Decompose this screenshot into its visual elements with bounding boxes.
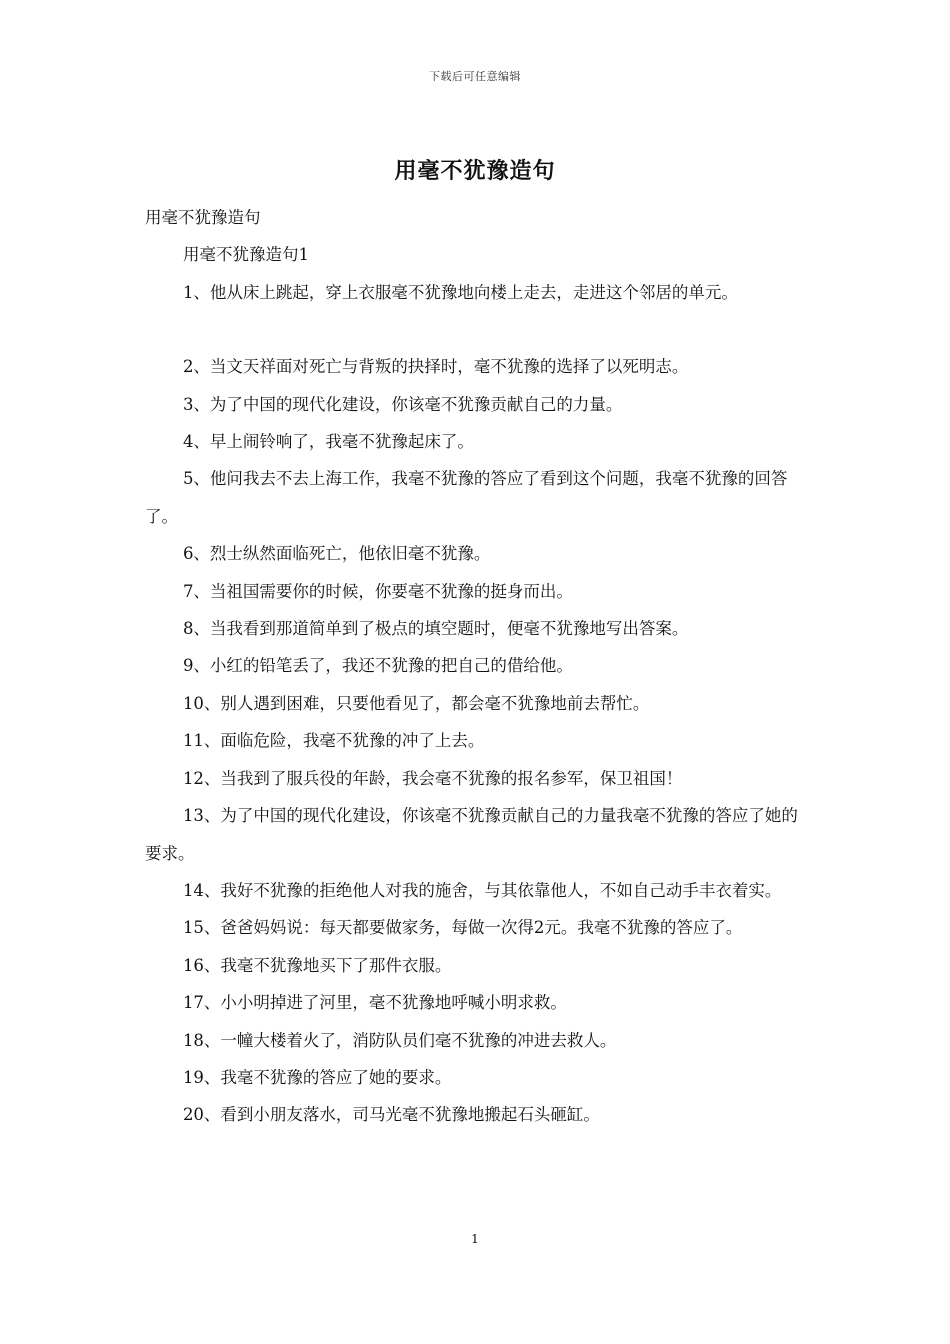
sentence-item: 19、我毫不犹豫的答应了她的要求。 <box>182 1067 452 1087</box>
sentence-item: 4、早上闹铃响了，我毫不犹豫起床了。 <box>182 432 474 452</box>
document-subtitle: 用毫不犹豫造句 <box>145 208 261 227</box>
sentence-item: 18、一幢大楼着火了，消防队员们毫不犹豫的冲进去救人。 <box>182 1030 617 1050</box>
sentence-item: 10、别人遇到困难，只要他看见了，都会毫不犹豫地前去帮忙。 <box>182 693 650 713</box>
sentence-item: 11、面临危险，我毫不犹豫的冲了上去。 <box>182 731 485 751</box>
sentence-item: 1、他从床上跳起，穿上衣服毫不犹豫地向楼上走去，走进这个邻居的单元。 <box>182 282 738 302</box>
document-body <box>145 199 811 1134</box>
sentence-item: 14、我好不犹豫的拒绝他人对我的施舍，与其依靠他人，不如自己动手丰衣着实。 <box>182 880 782 900</box>
sentence-item: 15、爸爸妈妈说：每天都要做家务，每做一次得2元。我毫不犹豫的答应了。 <box>182 918 743 938</box>
document-title: 用毫不犹豫造句 <box>394 158 556 184</box>
sentence-item: 8、当我看到那道简单到了极点的填空题时，便毫不犹豫地写出答案。 <box>182 619 689 639</box>
sentence-item: 9、小红的铅笔丢了，我还不犹豫的把自己的借给他。 <box>182 656 573 676</box>
sentence-item: 17、小小明掉进了河里，毫不犹豫地呼喊小明求救。 <box>182 993 567 1013</box>
sentence-item: 13、为了中国的现代化建设，你该毫不犹豫贡献自己的力量我毫不犹豫的答应了她的要求。 <box>145 806 798 863</box>
sentence-item: 12、当我到了服兵役的年龄，我会毫不犹豫的报名参军，保卫祖国！ <box>182 768 683 788</box>
sentence-item: 2、当文天祥面对死亡与背叛的抉择时，毫不犹豫的选择了以死明志。 <box>182 357 689 377</box>
section-heading: 用毫不犹豫造句1 <box>182 245 309 265</box>
sentence-item: 3、为了中国的现代化建设，你该毫不犹豫贡献自己的力量。 <box>182 394 623 414</box>
sentence-item: 5、他问我去不去上海工作，我毫不犹豫的答应了看到这个问题，我毫不犹豫的回答了。 <box>145 469 788 526</box>
header-note: 下载后可任意编辑 <box>429 70 521 83</box>
sentence-item: 7、当祖国需要你的时候，你要毫不犹豫的挺身而出。 <box>182 581 573 601</box>
sentence-item: 6、烈士纵然面临死亡，他依旧毫不犹豫。 <box>182 544 491 564</box>
sentence-item: 16、我毫不犹豫地买下了那件衣服。 <box>182 955 452 975</box>
page-number: 1 <box>471 1232 479 1246</box>
sentence-item: 20、看到小朋友落水，司马光毫不犹豫地搬起石头砸缸。 <box>182 1105 600 1125</box>
